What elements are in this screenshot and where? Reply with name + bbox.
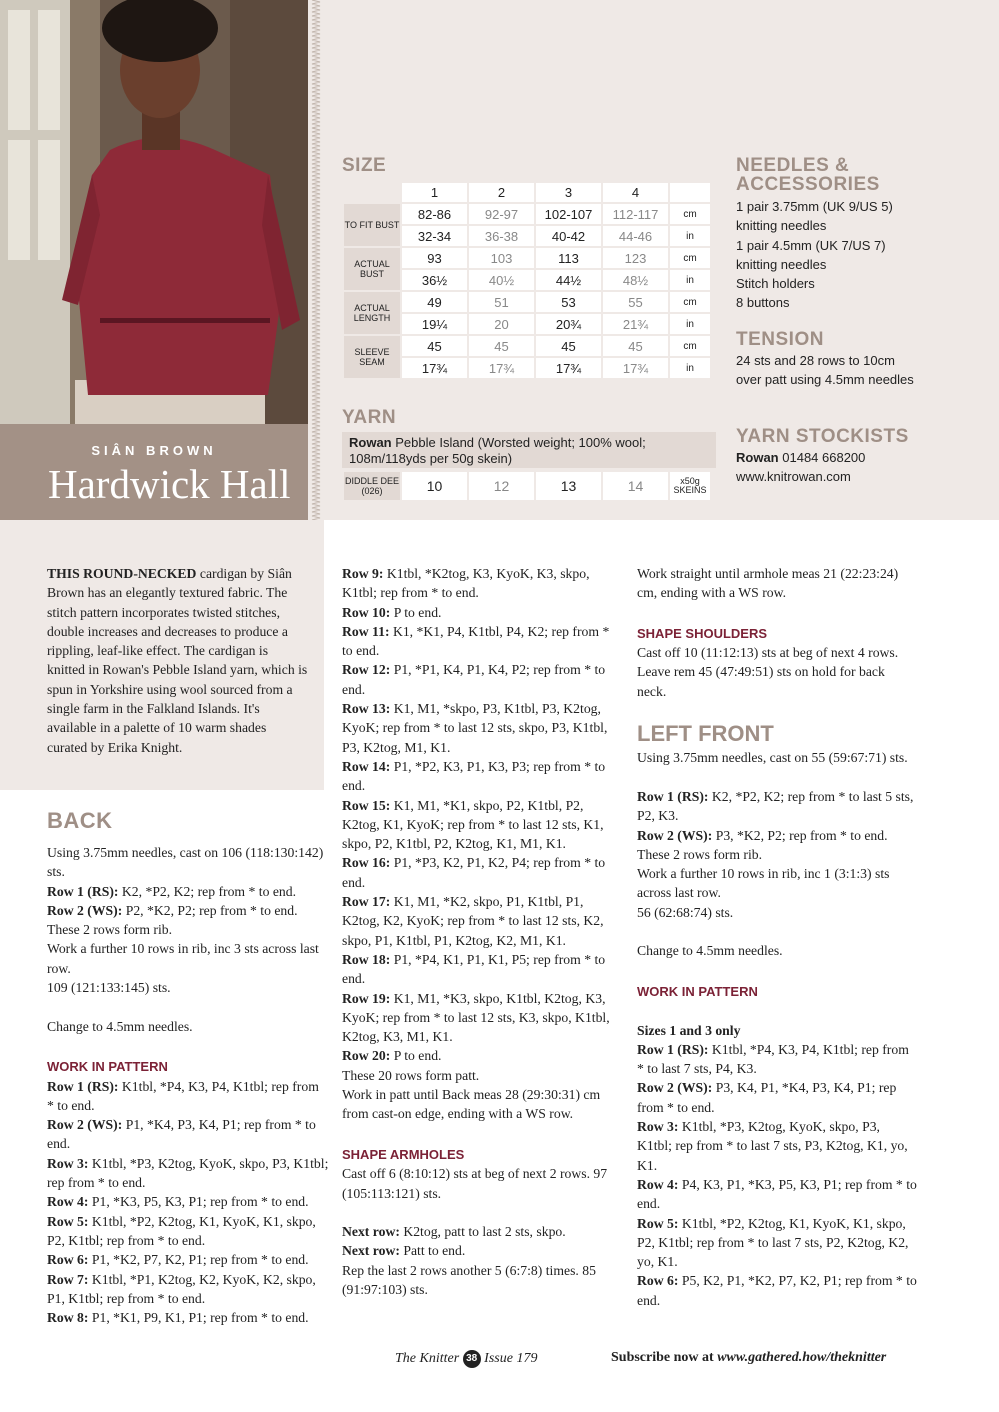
- row-text: P to end.: [390, 1048, 442, 1064]
- row-text: Patt to end.: [399, 1243, 466, 1259]
- yarn-description: [342, 432, 716, 468]
- yarn-unit: x50g SKEINS: [670, 472, 710, 500]
- issue-number: Issue 179: [484, 1351, 538, 1367]
- row-label: Row 11:: [342, 623, 390, 639]
- size-cell: 82-86: [402, 204, 467, 224]
- pattern-row: [637, 1214, 917, 1272]
- spacer: [47, 1036, 329, 1055]
- subscribe-url[interactable]: www.gathered.how/theknitter: [717, 1350, 887, 1365]
- size-cell: 123: [603, 248, 668, 268]
- row-text: K1tbl, *P3, K2tog, KyoK, skpo, P3, K1tbl; rep from * to last 7 sts, P3, K2tog, K1, yo, K1.: [637, 1119, 908, 1173]
- column-2: [342, 564, 622, 1299]
- size-cell: 113: [536, 248, 601, 268]
- pattern-row: [342, 892, 622, 950]
- row-label: Next row:: [342, 1243, 400, 1259]
- subscribe-label: Subscribe now at: [611, 1350, 718, 1365]
- row-text: K2tog, patt to last 2 sts, skpo.: [399, 1224, 566, 1240]
- row-text: K1tbl, *K2tog, K3, KyoK, K3, skpo, K1tbl; rep from * to end.: [342, 566, 590, 601]
- spacer: [637, 701, 917, 720]
- row-label: Row 12:: [342, 662, 391, 678]
- size-unit: in: [670, 314, 710, 334]
- row-text: K1tbl, *P4, K3, P4, K1tbl; rep from * to end.: [47, 1078, 319, 1113]
- row-label: Row 16:: [342, 855, 391, 871]
- needles-heading: NEEDLES & ACCESSORIES: [736, 155, 880, 195]
- divider-edge: [308, 0, 324, 520]
- row-label: Row 9:: [342, 566, 384, 581]
- paragraph: 56 (62:68:74) sts.: [637, 904, 734, 920]
- pattern-row: [342, 603, 622, 622]
- row-label: Row 14:: [342, 758, 391, 774]
- paragraph: Work straight until armhole meas 21 (22:23:24) cm, ending with a WS row.: [637, 566, 899, 601]
- row-text: K1, M1, *K2, skpo, P1, K1tbl, P1, K2tog, K2, KyoK; rep from * to last 12 sts, K2, skpo, P1, K1tbl, P1, K2tog, K2, M1, K1.: [342, 894, 604, 948]
- row-label: Row 15:: [342, 797, 391, 813]
- row-text: P1, *P3, K2, P1, K2, P4; rep from * to end.: [342, 855, 606, 890]
- row-label: Row 10:: [342, 604, 391, 620]
- size-row-label: SLEEVE SEAM: [344, 336, 400, 378]
- row-label: Row 1 (RS):: [47, 883, 119, 899]
- yarn-quantity: 10: [402, 472, 467, 500]
- paragraph: Cast off 10 (11:12:13) sts at beg of next 4 rows. Leave rem 45 (47:49:51) sts on hold for back neck.: [637, 645, 899, 699]
- row-text: P1, *P1, K4, P1, K4, P2; rep from * to end.: [342, 662, 606, 697]
- pattern-row: [342, 1222, 622, 1241]
- pattern-row: [47, 1308, 329, 1327]
- row-label: Row 2 (WS):: [47, 1117, 123, 1133]
- footer-subscribe: [611, 1350, 886, 1366]
- row-label: Row 13:: [342, 701, 391, 717]
- spacer: [637, 961, 917, 980]
- size-cell: 92-97: [469, 204, 534, 224]
- pattern-row: [47, 1154, 329, 1193]
- row-label: Sizes 1 and 3 only: [637, 1022, 741, 1038]
- subsection-heading: SHAPE ARMHOLES: [342, 1146, 465, 1162]
- row-label: Row 6:: [637, 1273, 679, 1289]
- pattern-row: [342, 989, 622, 1047]
- row-text: K1tbl, *P1, K2tog, K2, KyoK, K2, skpo, P1, K1tbl; rep from * to end.: [47, 1271, 316, 1306]
- title-box: [0, 424, 308, 520]
- size-row-label: ACTUAL BUST: [344, 248, 400, 290]
- row-label: Row 1 (RS):: [637, 788, 709, 804]
- size-cell: 17¾: [402, 358, 467, 378]
- pattern-row: [47, 1115, 329, 1154]
- row-label: Row 4:: [637, 1176, 679, 1192]
- tension-text: 24 sts and 28 rows to 10cm over patt using 4.5mm needles: [736, 353, 914, 388]
- row-text: P to end.: [390, 604, 442, 620]
- row-text: K1, M1, *K3, skpo, K1tbl, K2tog, K3, KyoK; rep from * to last 12 sts, K3, skpo, K1tbl, K2tog, K3, M1, K1.: [342, 990, 610, 1045]
- row-text: K1tbl, *P2, K2tog, K1, KyoK, K1, skpo, P2, K1tbl; rep from * to last 7 sts, P2, K2tog, K2, yo, K1.: [637, 1215, 909, 1270]
- size-cell: 17¾: [603, 358, 668, 378]
- page-number: 38: [463, 1350, 481, 1368]
- stockists-info: [736, 448, 936, 487]
- size-cell: 112-117: [603, 204, 668, 224]
- size-unit: in: [670, 226, 710, 246]
- size-col-4: 4: [603, 183, 668, 202]
- row-text: K1tbl, *P4, K3, P4, K1tbl; rep from * to last 7 sts, P4, K3.: [637, 1041, 909, 1077]
- row-label: Row 7:: [47, 1271, 89, 1287]
- size-unit-head: [670, 183, 710, 202]
- pattern-row: [47, 901, 329, 920]
- size-cell: 17¾: [536, 358, 601, 378]
- row-text: P1, *P4, K1, P1, K1, P5; rep from * to end.: [342, 951, 606, 987]
- section-heading: LEFT FRONT: [637, 721, 774, 747]
- size-cell: 32-34: [402, 226, 467, 246]
- paragraph: Work in patt until Back meas 28 (29:30:31) cm from cast-on edge, ending with a WS row.: [342, 1087, 601, 1122]
- subsection-heading: WORK IN PATTERN: [47, 1059, 168, 1075]
- pattern-row: [342, 796, 622, 854]
- spacer: [637, 768, 917, 787]
- needles-item: 1 pair 4.5mm (UK 7/US 7) knitting needles: [736, 237, 886, 272]
- yarn-details: Pebble Island (Worsted weight; 100% wool; 108m/118yds per 50g skein): [349, 435, 646, 466]
- size-row-label: ACTUAL LENGTH: [344, 292, 400, 334]
- intro-lead: THIS ROUND-NECKED: [47, 566, 197, 581]
- row-text: K1, M1, *K1, skpo, P2, K1tbl, P2, K2tog, K1, KyoK; rep from * to last 12 sts, K1, skpo, P2, K1tbl, P2, K2tog, K1, M1, K1.: [342, 797, 604, 852]
- needles-item: Stitch holders: [736, 276, 815, 292]
- size-cell: 45: [603, 336, 668, 356]
- row-text: K1tbl, *P3, K2tog, KyoK, skpo, P3, K1tbl; rep from * to end.: [47, 1155, 329, 1191]
- size-cell: 93: [402, 248, 467, 268]
- section-heading: BACK: [47, 808, 113, 833]
- size-cell: 45: [469, 336, 534, 356]
- row-label: Row 8:: [47, 1310, 89, 1326]
- row-label: Row 20:: [342, 1048, 391, 1064]
- spacer: [47, 997, 329, 1016]
- column-3: [637, 564, 917, 1310]
- yarn-quantity: 13: [536, 472, 601, 500]
- size-row-label: TO FIT BUST: [344, 204, 400, 246]
- size-cell: 102-107: [536, 204, 601, 224]
- row-label: Row 1 (RS):: [47, 1078, 119, 1094]
- pattern-row: [342, 699, 622, 757]
- row-text: K1, M1, *skpo, P3, K1tbl, P3, K2tog, KyoK; rep from * to last 12 sts, skpo, P3, K1tbl, P3, K2tog, M1, K1.: [342, 701, 608, 755]
- size-cell: 20¾: [536, 314, 601, 334]
- paragraph: These 20 rows form patt.: [342, 1067, 480, 1083]
- size-row: [344, 204, 710, 224]
- paragraph: These 2 rows form rib.: [47, 922, 173, 938]
- stockist-name: Rowan: [736, 450, 779, 465]
- size-unit: cm: [670, 336, 710, 356]
- size-cell: 51: [469, 292, 534, 312]
- pattern-row: [637, 826, 917, 845]
- paragraph: Work a further 10 rows in rib, inc 1 (3:1:3) sts across last row.: [637, 866, 890, 901]
- needles-item: 8 buttons: [736, 295, 790, 311]
- size-unit: cm: [670, 204, 710, 224]
- pattern-title: Hardwick Hall: [48, 461, 291, 507]
- size-cell: 21¾: [603, 314, 668, 334]
- size-cell: 44-46: [603, 226, 668, 246]
- paragraph: Rep the last 2 rows another 5 (6:7:8) times. 85 (91:97:103) sts.: [342, 1262, 596, 1297]
- row-text: P1, *P2, K3, P1, K3, P3; rep from * to end.: [342, 758, 606, 794]
- yarn-brand: Rowan: [349, 435, 392, 450]
- row-label: Row 19:: [342, 990, 391, 1006]
- designer-name: SIÂN BROWN: [91, 443, 217, 458]
- pattern-row: [637, 1078, 917, 1117]
- model-photo: [0, 0, 308, 424]
- spacer: [342, 1124, 622, 1143]
- intro-text: cardigan by Siân Brown has an elegantly textured fabric. The stitch pattern incorporates twisted stitches, double increases and decreases to produce a rippling, leaf-like effect. The cardigan is knitted in Rowan's Pebble Island yarn, which is spun in Yorkshire using wool sourced from a single farm in the Falkland Islands. It's available in a palette of 10 warm shades curated by Erika Knight.: [47, 566, 308, 755]
- size-cell: 45: [536, 336, 601, 356]
- tension-heading: TENSION: [736, 329, 824, 350]
- pattern-row: [47, 1250, 329, 1269]
- row-label: Row 1 (RS):: [637, 1041, 709, 1057]
- size-cell: 40-42: [536, 226, 601, 246]
- yarn-quantity: 12: [469, 472, 534, 500]
- size-unit: cm: [670, 248, 710, 268]
- row-label: Row 5:: [47, 1213, 89, 1229]
- row-label: Row 17:: [342, 894, 391, 910]
- yarn-shade: DIDDLE DEE (026): [344, 472, 400, 500]
- size-cell: 19¼: [402, 314, 467, 334]
- row-label: Row 6:: [47, 1252, 89, 1268]
- pattern-row: [637, 1021, 917, 1040]
- row-text: P1, *K4, P3, K4, P1; rep from * to end.: [47, 1117, 316, 1152]
- pattern-row: [342, 853, 622, 892]
- pattern-row: [342, 1046, 622, 1065]
- row-label: Next row:: [342, 1224, 400, 1240]
- row-text: P3, *K2, P2; rep from * to end.: [712, 827, 888, 843]
- row-text: P2, *K2, P2; rep from * to end.: [122, 902, 298, 918]
- row-text: P1, *K1, P9, K1, P1; rep from * to end.: [88, 1310, 309, 1326]
- pattern-row: [637, 1271, 917, 1310]
- size-cell: 44½: [536, 270, 601, 290]
- pattern-row: [47, 1077, 329, 1116]
- row-text: P5, K2, P1, *K2, P7, K2, P1; rep from * to end.: [637, 1273, 917, 1308]
- row-label: Row 5:: [637, 1215, 679, 1231]
- row-label: Row 4:: [47, 1194, 89, 1210]
- row-label: Row 3:: [637, 1119, 679, 1135]
- pattern-row: [342, 564, 622, 603]
- size-cell: 36½: [402, 270, 467, 290]
- paragraph: These 2 rows form rib.: [637, 846, 763, 862]
- stockist-web[interactable]: www.knitrowan.com: [736, 469, 851, 485]
- row-label: Row 2 (WS):: [637, 1080, 713, 1096]
- subsection-heading: SHAPE SHOULDERS: [637, 625, 768, 641]
- row-text: P3, K4, P1, *K4, P3, K4, P1; rep from * to end.: [637, 1080, 897, 1115]
- size-cell: 103: [469, 248, 534, 268]
- size-row: [344, 336, 710, 356]
- spacer: [637, 603, 917, 622]
- pattern-row: [47, 1270, 329, 1309]
- yarn-table: [342, 470, 712, 502]
- paragraph: Cast off 6 (8:10:12) sts at beg of next 2 rows. 97 (105:113:121) sts.: [342, 1166, 608, 1201]
- spacer: [637, 1001, 917, 1020]
- size-row: [344, 292, 710, 312]
- size-col-2: 2: [469, 183, 534, 202]
- pattern-row: [637, 1175, 917, 1214]
- size-unit: in: [670, 270, 710, 290]
- row-text: P1, *K3, P5, K3, P1; rep from * to end.: [88, 1194, 309, 1210]
- row-text: K2, *P2, K2; rep from * to last 5 sts, P2, K3.: [637, 788, 914, 824]
- pattern-row: [342, 950, 622, 989]
- pattern-row: [637, 1117, 917, 1175]
- pattern-row: [342, 757, 622, 796]
- size-unit: cm: [670, 292, 710, 312]
- row-text: K2, *P2, K2; rep from * to end.: [118, 883, 297, 899]
- size-table: [342, 181, 712, 380]
- row-label: Row 2 (WS):: [47, 902, 123, 918]
- yarn-heading: YARN: [342, 407, 397, 428]
- size-cell: 49: [402, 292, 467, 312]
- size-cell: 17¾: [469, 358, 534, 378]
- size-cell: 36-38: [469, 226, 534, 246]
- row-label: Row 18:: [342, 951, 391, 967]
- row-text: P4, K3, P1, *K3, P5, K3, P1; rep from * to end.: [637, 1176, 917, 1212]
- pattern-row: [637, 1040, 917, 1079]
- size-row: [344, 248, 710, 268]
- stockists-heading: YARN STOCKISTS: [736, 426, 909, 447]
- paragraph: Change to 4.5mm needles.: [47, 1018, 193, 1034]
- size-col-3: 3: [536, 183, 601, 202]
- paragraph: Work a further 10 rows in rib, inc 3 sts across last row.: [47, 941, 319, 976]
- pattern-row: [342, 1241, 622, 1260]
- size-cell: 48½: [603, 270, 668, 290]
- row-text: K1tbl, *P2, K2tog, K1, KyoK, K1, skpo, P2, K1tbl; rep from * to end.: [47, 1213, 316, 1248]
- row-text: P1, *K2, P7, K2, P1; rep from * to end.: [88, 1252, 309, 1268]
- pattern-row: [637, 787, 917, 826]
- stockist-phone: 01484 668200: [782, 450, 866, 465]
- pattern-row: [47, 1192, 329, 1211]
- size-cell: 45: [402, 336, 467, 356]
- paragraph: 109 (121:133:145) sts.: [47, 980, 171, 996]
- spacer: [637, 922, 917, 941]
- pattern-row: [47, 882, 329, 901]
- size-col-1: 1: [402, 183, 467, 202]
- row-text: K1, *K1, P4, K1tbl, P4, K2; rep from * to end.: [342, 623, 610, 659]
- magazine-name: The Knitter: [395, 1351, 460, 1367]
- paragraph: Change to 4.5mm needles.: [637, 943, 783, 959]
- pattern-row: [342, 660, 622, 699]
- size-cell: 40½: [469, 270, 534, 290]
- size-header-row: [344, 183, 710, 202]
- yarn-quantity: 14: [603, 472, 668, 500]
- size-unit: in: [670, 358, 710, 378]
- paragraph: Using 3.75mm needles, cast on 55 (59:67:71) sts.: [637, 750, 908, 766]
- size-cell: 20: [469, 314, 534, 334]
- paragraph: Using 3.75mm needles, cast on 106 (118:130:142) sts.: [47, 845, 324, 880]
- size-heading: SIZE: [342, 155, 387, 176]
- needles-item: 1 pair 3.75mm (UK 9/US 5) knitting needles: [736, 199, 893, 234]
- subsection-heading: WORK IN PATTERN: [637, 983, 758, 999]
- footer-magazine: [395, 1350, 537, 1368]
- pattern-row: [47, 1212, 329, 1251]
- needles-list: [736, 197, 926, 313]
- column-1: [47, 807, 329, 1327]
- pattern-row: [342, 622, 622, 661]
- intro-paragraph: [47, 564, 309, 757]
- size-cell: 55: [603, 292, 668, 312]
- row-label: Row 2 (WS):: [637, 827, 713, 843]
- spacer: [342, 1203, 622, 1222]
- size-cell: 53: [536, 292, 601, 312]
- row-label: Row 3:: [47, 1155, 89, 1171]
